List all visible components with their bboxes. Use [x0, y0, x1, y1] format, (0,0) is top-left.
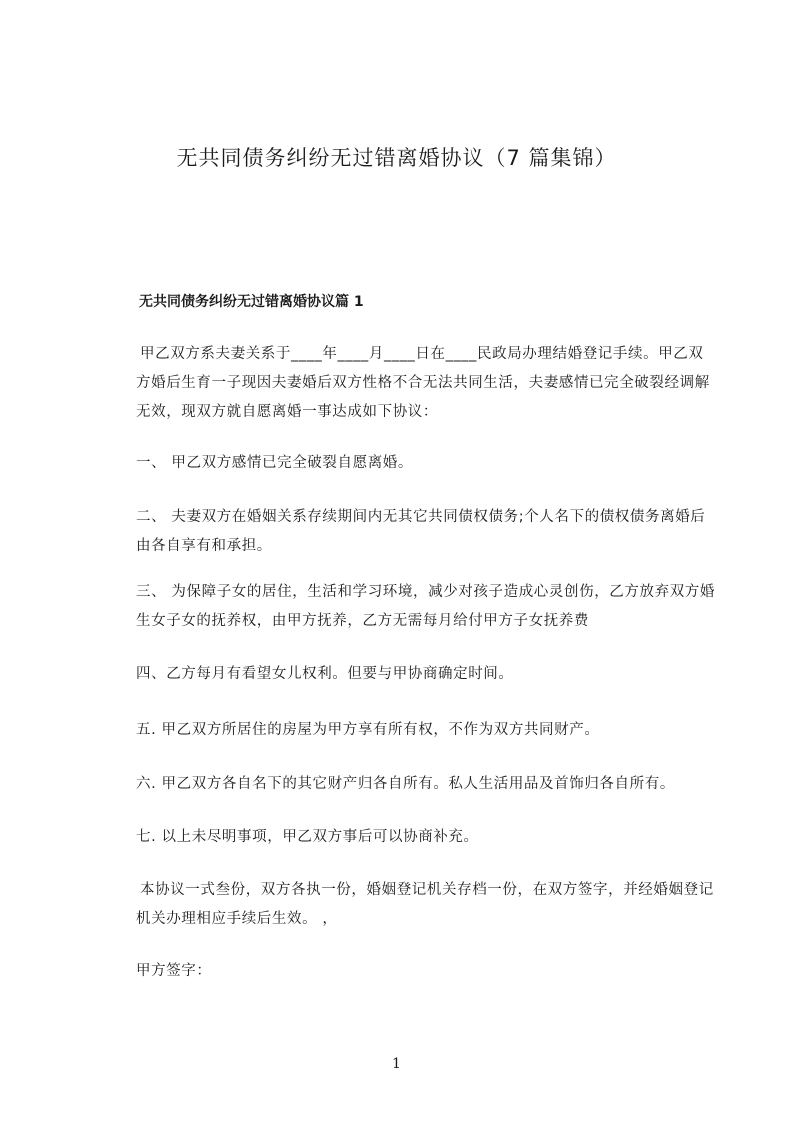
effectiveness-paragraph: 本协议一式叁份，双方各执一份，婚姻登记机关存档一份，在双方签字，并经婚姻登记机关办理相应手续后生效。 ，: [136, 882, 714, 927]
document-title: 无共同债务纠纷无过错离婚协议（7 篇集锦）: [176, 146, 617, 170]
clause-6: 六. 甲乙双方各自名下的其它财产归各自所有。私人生活用品及首饰归各自所有。: [136, 776, 675, 792]
clause-7: 七. 以上未尽明事项，甲乙双方事后可以协商补充。: [136, 829, 479, 845]
clause-1: 一、 甲乙双方感情已完全破裂自愿离婚。: [136, 455, 414, 471]
clause-2: 二、 夫妻双方在婚姻关系存续期间内无其它共同债权债务;个人名下的债权债务离婚后由各自享有和承担。: [136, 509, 706, 554]
clause-3: 三、 为保障子女的居住，生活和学习环境，减少对孩子造成心灵创伤，乙方放弃双方婚生女子女的抚养权，由甲方抚养，乙方无需每月给付甲方子女抚养费: [136, 584, 716, 629]
party-a-signature-label: 甲方签字：: [136, 963, 212, 979]
clause-5: 五. 甲乙双方所居住的房屋为甲方享有所有权，不作为双方共同财产。: [136, 722, 600, 738]
section-heading: 无共同债务纠纷无过错离婚协议篇 1: [139, 294, 364, 310]
intro-paragraph: 甲乙双方系夫妻关系于____年____月____日在____民政局办理结婚登记手续。甲乙双方婚后生育一子现因夫妻婚后双方性格不合无法共同生活，夫妻感情已完全破裂经调解无效，现双方就自愿离婚一事达成如下协议：: [136, 346, 710, 420]
page-number: 1: [392, 1056, 401, 1072]
clause-4: 四、乙方每月有看望女儿权利。但要与甲协商确定时间。: [136, 666, 514, 682]
